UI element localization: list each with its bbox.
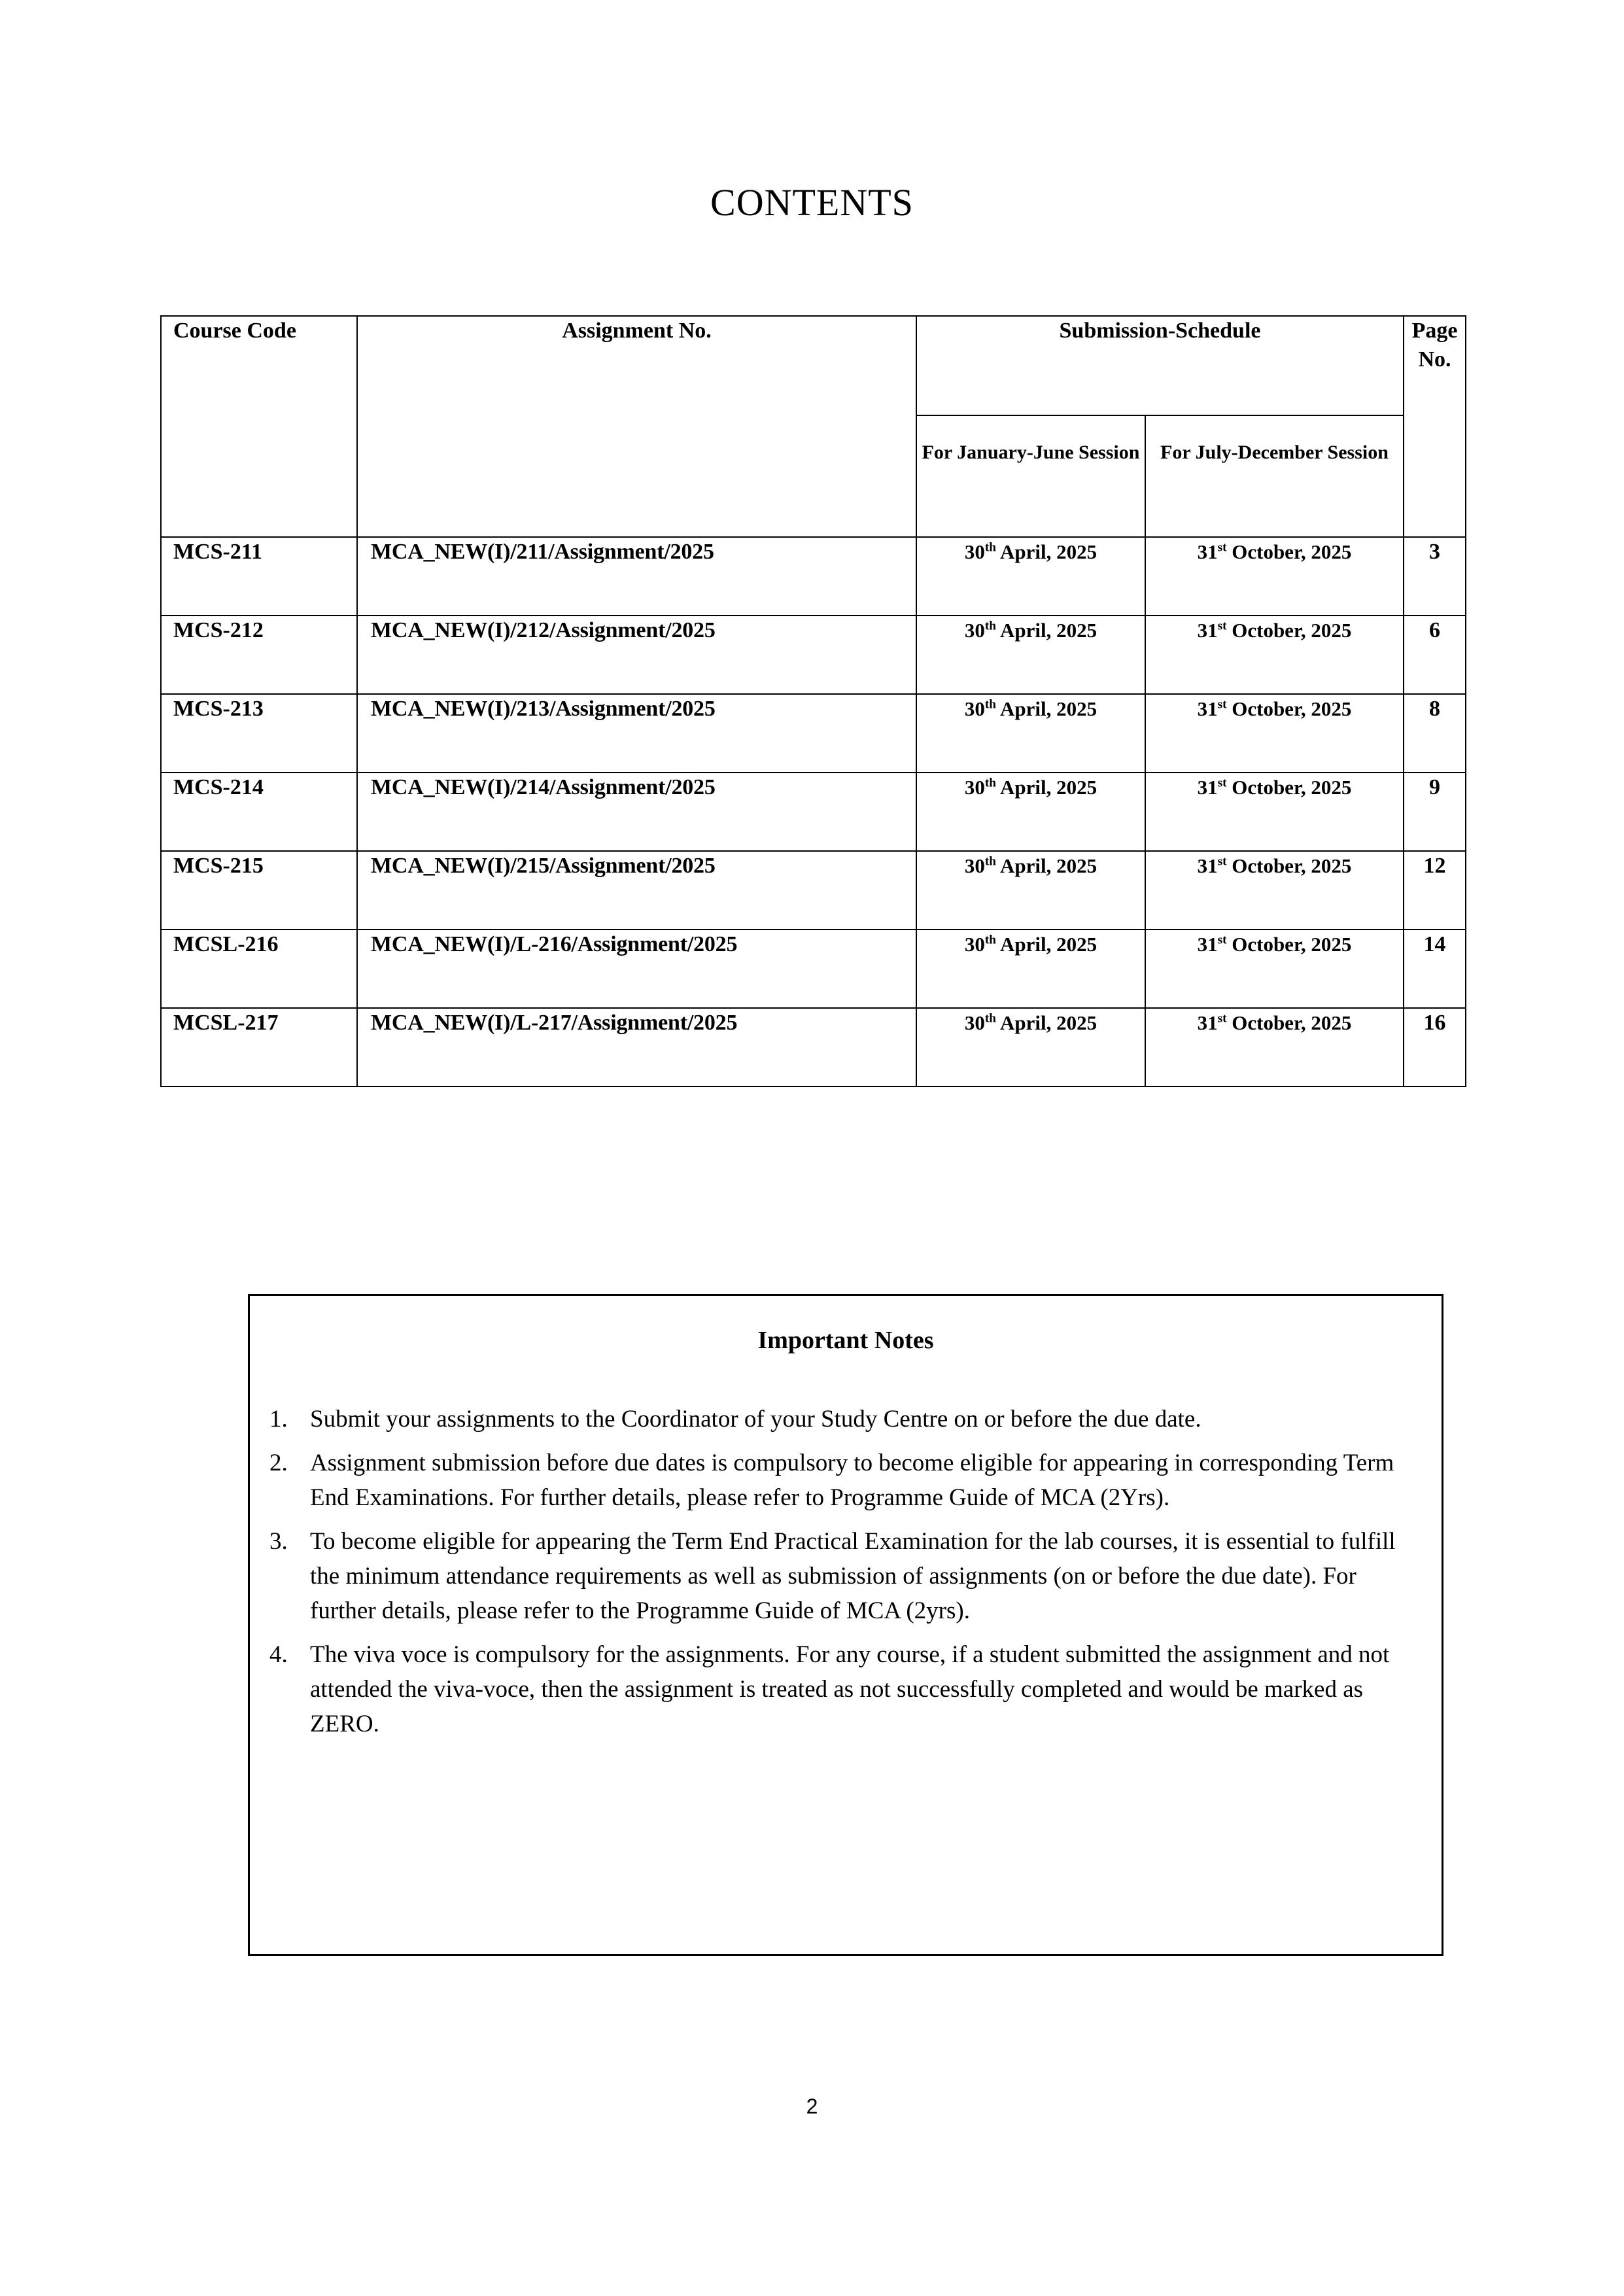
important-notes-box xyxy=(248,1294,1443,1956)
cell-july-december-due-date: 31st October, 2025 xyxy=(1145,773,1404,851)
cell-assignment-no: MCA_NEW(I)/214/Assignment/2025 xyxy=(357,773,916,851)
important-note-item xyxy=(250,1402,1442,1436)
important-notes-list xyxy=(250,1402,1442,1741)
cell-jan-june-due-date: 30th April, 2025 xyxy=(916,694,1145,773)
cell-page-no: 8 xyxy=(1404,694,1466,773)
cell-july-december-due-date: 31st October, 2025 xyxy=(1145,694,1404,773)
cell-course-code: MCSL-216 xyxy=(161,930,357,1008)
important-notes-title: Important Notes xyxy=(757,1327,934,1354)
cell-page-no: 14 xyxy=(1404,930,1466,1008)
cell-assignment-no: MCA_NEW(I)/211/Assignment/2025 xyxy=(357,537,916,616)
cell-jan-june-due-date: 30th April, 2025 xyxy=(916,1008,1145,1087)
cell-assignment-no: MCA_NEW(I)/213/Assignment/2025 xyxy=(357,694,916,773)
note-text: The viva voce is compulsory for the assignments. For any course, if a student submitted the assignment and not attended the viva-voce, then the assignment is treated as not successfully completed and would be marked as ZERO. xyxy=(310,1641,1390,1737)
column-header-submission-schedule: Submission-Schedule xyxy=(916,316,1404,415)
note-marker: 2. xyxy=(269,1450,288,1476)
cell-assignment-no: MCA_NEW(I)/212/Assignment/2025 xyxy=(357,616,916,694)
cell-jan-june-due-date: 30th April, 2025 xyxy=(916,851,1145,930)
note-marker: 4. xyxy=(269,1641,288,1668)
footer-page-number: 2 xyxy=(806,2095,818,2118)
table-row xyxy=(161,1008,1466,1087)
cell-course-code: MCS-213 xyxy=(161,694,357,773)
table-row xyxy=(161,694,1466,773)
table-header xyxy=(161,316,1466,537)
cell-course-code: MCS-214 xyxy=(161,773,357,851)
table-header-row-primary xyxy=(161,316,1466,415)
contents-table xyxy=(160,315,1466,1087)
cell-assignment-no: MCA_NEW(I)/L-216/Assignment/2025 xyxy=(357,930,916,1008)
important-note-item xyxy=(250,1637,1442,1741)
cell-assignment-no: MCA_NEW(I)/L-217/Assignment/2025 xyxy=(357,1008,916,1087)
cell-jan-june-due-date: 30th April, 2025 xyxy=(916,930,1145,1008)
column-header-page-no: Page No. xyxy=(1404,316,1466,537)
cell-page-no: 9 xyxy=(1404,773,1466,851)
cell-july-december-due-date: 31st October, 2025 xyxy=(1145,616,1404,694)
column-header-assignment-no: Assignment No. xyxy=(357,316,916,537)
table-row xyxy=(161,851,1466,930)
note-text: Submit your assignments to the Coordinator of your Study Centre on or before the due date. xyxy=(310,1406,1201,1433)
cell-page-no: 6 xyxy=(1404,616,1466,694)
cell-july-december-due-date: 31st October, 2025 xyxy=(1145,851,1404,930)
cell-jan-june-due-date: 30th April, 2025 xyxy=(916,773,1145,851)
note-text: Assignment submission before due dates is compulsory to become eligible for appearing in corresponding Term End Examinations. For further details, please refer to Programme Guide of MCA (2Yrs). xyxy=(310,1450,1394,1511)
table-row xyxy=(161,537,1466,616)
cell-july-december-due-date: 31st October, 2025 xyxy=(1145,930,1404,1008)
table-row xyxy=(161,930,1466,1008)
cell-assignment-no: MCA_NEW(I)/215/Assignment/2025 xyxy=(357,851,916,930)
page-title: CONTENTS xyxy=(710,181,914,224)
table-row xyxy=(161,616,1466,694)
cell-july-december-due-date: 31st October, 2025 xyxy=(1145,1008,1404,1087)
column-header-for-july-december: For July-December Session xyxy=(1145,415,1404,537)
important-note-item xyxy=(250,1446,1442,1515)
cell-july-december-due-date: 31st October, 2025 xyxy=(1145,537,1404,616)
cell-course-code: MCS-212 xyxy=(161,616,357,694)
table-row xyxy=(161,773,1466,851)
note-marker: 1. xyxy=(269,1406,288,1433)
cell-course-code: MCS-211 xyxy=(161,537,357,616)
cell-jan-june-due-date: 30th April, 2025 xyxy=(916,537,1145,616)
cell-course-code: MCSL-217 xyxy=(161,1008,357,1087)
note-text: To become eligible for appearing the Term End Practical Examination for the lab courses, it is essential to fulfill the minimum attendance requirements as well as submission of assignments (on or before the due date). For further details, please refer to the Programme Guide of MCA (2yrs). xyxy=(310,1528,1396,1624)
cell-page-no: 16 xyxy=(1404,1008,1466,1087)
cell-course-code: MCS-215 xyxy=(161,851,357,930)
important-note-item xyxy=(250,1524,1442,1628)
column-header-course-code: Course Code xyxy=(161,316,357,537)
note-marker: 3. xyxy=(269,1528,288,1555)
cell-page-no: 3 xyxy=(1404,537,1466,616)
table-body xyxy=(161,537,1466,1087)
cell-page-no: 12 xyxy=(1404,851,1466,930)
column-header-for-january-june: For January-June Session xyxy=(916,415,1145,537)
cell-jan-june-due-date: 30th April, 2025 xyxy=(916,616,1145,694)
